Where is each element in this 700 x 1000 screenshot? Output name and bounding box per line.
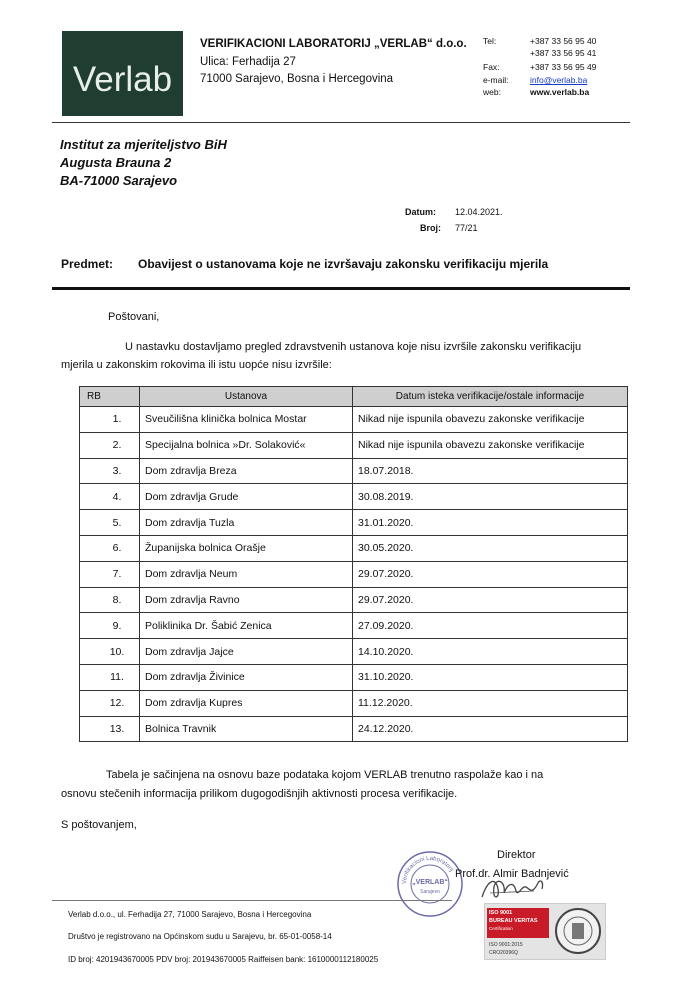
- verification-date: 24.12.2020.: [353, 716, 628, 742]
- subject-text: Obavijest o ustanovama koje ne izvršavaju zakonsku verifikaciju mjerila: [138, 257, 549, 271]
- table-row: [80, 407, 628, 433]
- closing-regards: S poštovanjem,: [61, 819, 137, 831]
- institution-name: Dom zdravlja Breza: [140, 458, 353, 484]
- header-divider: [52, 122, 630, 123]
- table-row: [80, 484, 628, 510]
- table-row: [80, 664, 628, 690]
- verification-date: 30.08.2019.: [353, 484, 628, 510]
- logo-text: Verlab: [72, 60, 173, 99]
- institution-name: Dom zdravlja Tuzla: [140, 510, 353, 536]
- stamp-center-text: „VERLAB“: [412, 879, 448, 886]
- intro-line-2: mjerila u zakonskim rokovima ili istu uopće nisu izvršile:: [61, 359, 332, 371]
- row-number: 1.: [80, 407, 140, 433]
- table-row: [80, 716, 628, 742]
- footer-bank-info: ID broj: 4201943670005 PDV broj: 201943670005 Raiffeisen bank: 1610000112180025: [68, 955, 379, 964]
- table-row: [80, 535, 628, 561]
- company-stamp: [396, 850, 464, 918]
- table-row: [80, 639, 628, 665]
- verification-date: 27.09.2020.: [353, 613, 628, 639]
- verification-date: 31.01.2020.: [353, 510, 628, 536]
- column-header-rb: RB: [80, 387, 140, 407]
- row-number: 5.: [80, 510, 140, 536]
- column-header-institution: Ustanova: [140, 387, 353, 407]
- stamp-city: Sarajevo: [420, 889, 440, 895]
- document-number: 77/21: [455, 223, 478, 233]
- company-city: 71000 Sarajevo, Bosna i Hercegovina: [200, 73, 394, 85]
- company-logo: [62, 31, 183, 116]
- director-name: Prof.dr. Almir Badnjević: [455, 868, 569, 880]
- institutions-table: [79, 386, 628, 742]
- company-name: VERIFIKACIONI LABORATORIJ „VERLAB“ d.o.o.: [200, 38, 467, 50]
- row-number: 3.: [80, 458, 140, 484]
- number-label: Broj:: [420, 223, 441, 233]
- verification-date: Nikad nije ispunila obavezu zakonske verifikacije: [353, 407, 628, 433]
- column-header-date: Datum isteka verifikacije/ostale informacije: [353, 387, 628, 407]
- recipient-city: BA-71000 Sarajevo: [60, 173, 178, 188]
- table-header-row: [80, 387, 628, 407]
- certification-iso: ISO 9001: [489, 910, 513, 916]
- institution-name: Dom zdravlja Neum: [140, 561, 353, 587]
- footer-address: Verlab d.o.o., ul. Ferhadija 27, 71000 Sarajevo, Bosna i Hercegovina: [68, 910, 312, 919]
- certification-code: CRO20396Q: [489, 950, 518, 956]
- tel-2: +387 33 56 95 41: [530, 48, 597, 58]
- row-number: 4.: [80, 484, 140, 510]
- bureau-veritas-seal-icon: [553, 906, 603, 956]
- date-label: Datum:: [405, 207, 436, 217]
- fax-label: Fax:: [483, 62, 500, 72]
- verification-date: 30.05.2020.: [353, 535, 628, 561]
- footer-registration: Društvo je registrovano na Općinskom sudu u Sarajevu, br. 65-01-0058-14: [68, 932, 332, 941]
- footer-divider: [52, 900, 452, 901]
- subject-label: Predmet:: [61, 257, 114, 271]
- row-number: 8.: [80, 587, 140, 613]
- certification-body: BUREAU VERITAS: [489, 918, 538, 924]
- institution-name: Dom zdravlja Grude: [140, 484, 353, 510]
- institution-name: Dom zdravlja Jajce: [140, 639, 353, 665]
- row-number: 13.: [80, 716, 140, 742]
- table-row: [80, 510, 628, 536]
- verification-date: 31.10.2020.: [353, 664, 628, 690]
- web-link[interactable]: www.verlab.ba: [530, 87, 590, 97]
- greeting: Poštovani,: [108, 311, 160, 323]
- fax-number: +387 33 56 95 49: [530, 62, 597, 72]
- certification-badge: [484, 903, 606, 960]
- institution-name: Dom zdravlja Živinice: [140, 664, 353, 690]
- note-line-2: osnovu stečenih informacija prilikom dugogodišnjih aktivnosti procesa verifikacije.: [61, 788, 458, 800]
- row-number: 6.: [80, 535, 140, 561]
- institution-name: Dom zdravlja Ravno: [140, 587, 353, 613]
- row-number: 2.: [80, 432, 140, 458]
- stamp-ring-text: Verifikacioni Laboratorij: [401, 855, 455, 885]
- tel-1: +387 33 56 95 40: [530, 36, 597, 46]
- row-number: 11.: [80, 664, 140, 690]
- institution-name: Poliklinika Dr. Šabić Zenica: [140, 613, 353, 639]
- director-title: Direktor: [497, 849, 536, 861]
- table-row: [80, 432, 628, 458]
- note-line-1: Tabela je sačinjena na osnovu baze podataka kojom VERLAB trenutno raspolaže kao i na: [106, 769, 544, 781]
- institution-name: Dom zdravlja Kupres: [140, 690, 353, 716]
- recipient-street: Augusta Brauna 2: [60, 155, 172, 170]
- row-number: 12.: [80, 690, 140, 716]
- web-label: web:: [483, 87, 501, 97]
- table-row: [80, 561, 628, 587]
- table-row: [80, 458, 628, 484]
- email-link[interactable]: info@verlab.ba: [530, 75, 588, 85]
- institution-name: Specijalna bolnica »Dr. Solaković«: [140, 432, 353, 458]
- email-label: e-mail:: [483, 75, 509, 85]
- recipient-name: Institut za mjeriteljstvo BiH: [60, 137, 227, 152]
- tel-label: Tel:: [483, 36, 497, 46]
- company-street: Ulica: Ferhadija 27: [200, 56, 296, 68]
- director-signature: [478, 875, 548, 903]
- row-number: 7.: [80, 561, 140, 587]
- row-number: 9.: [80, 613, 140, 639]
- certification-standard: ISO 9001:2015: [489, 942, 523, 948]
- subject-divider: [52, 287, 630, 290]
- institution-name: Županijska bolnica Orašje: [140, 535, 353, 561]
- document-date: 12.04.2021.: [455, 207, 503, 217]
- table-row: [80, 613, 628, 639]
- table-row: [80, 587, 628, 613]
- institution-name: Bolnica Travnik: [140, 716, 353, 742]
- verification-date: 14.10.2020.: [353, 639, 628, 665]
- certification-sub: Certification: [489, 926, 513, 931]
- intro-line-1: U nastavku dostavljamo pregled zdravstvenih ustanova koje nisu izvršile zakonsku verifikaciju: [125, 341, 582, 353]
- verification-date: 29.07.2020.: [353, 561, 628, 587]
- verification-date: 29.07.2020.: [353, 587, 628, 613]
- table-row: [80, 690, 628, 716]
- verification-date: 18.07.2018.: [353, 458, 628, 484]
- verification-date: Nikad nije ispunila obavezu zakonske verifikacije: [353, 432, 628, 458]
- institution-name: Sveučilišna klinička bolnica Mostar: [140, 407, 353, 433]
- row-number: 10.: [80, 639, 140, 665]
- verification-date: 11.12.2020.: [353, 690, 628, 716]
